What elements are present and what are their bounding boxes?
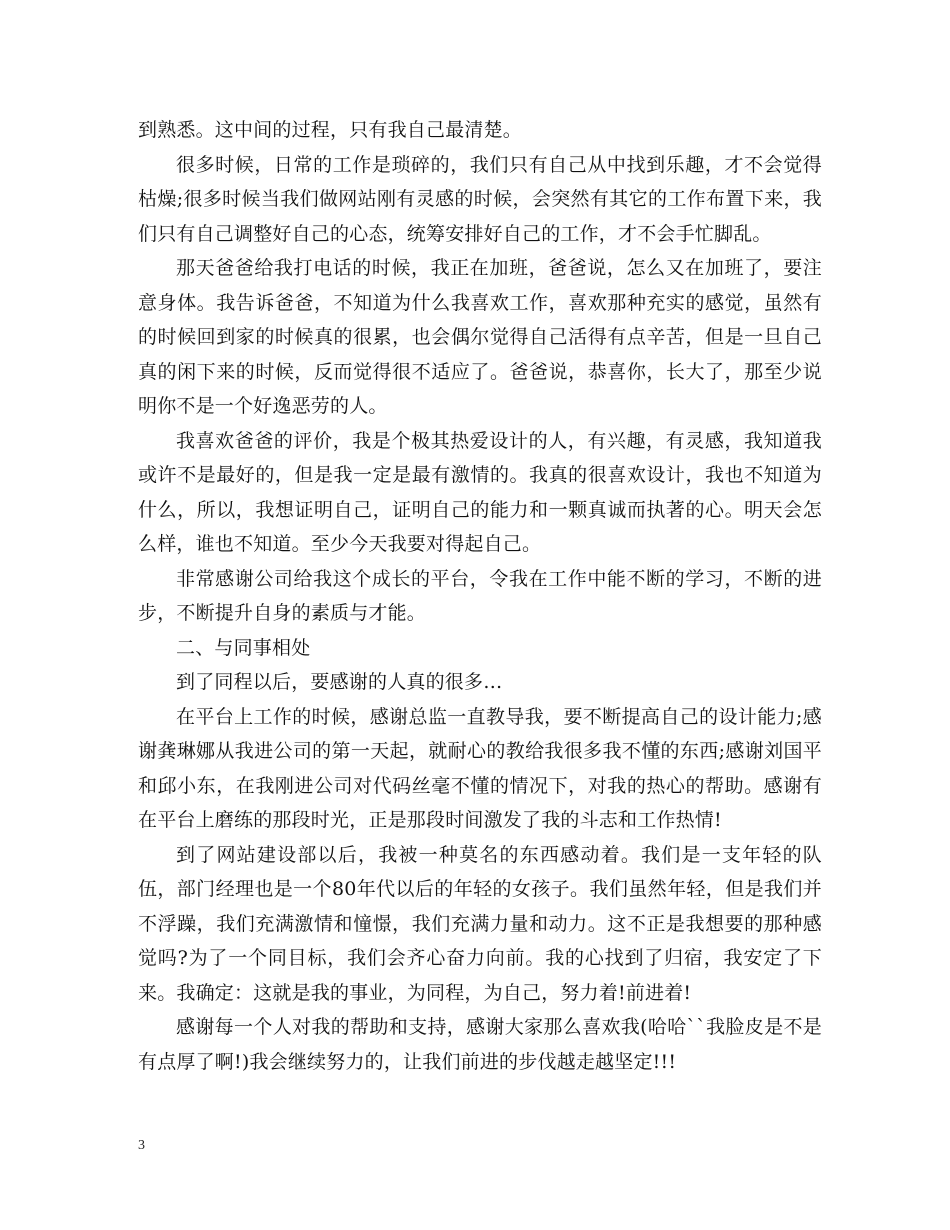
paragraph: 在平台上工作的时候，感谢总监一直教导我，要不断提高自己的设计能力;感谢龚琳娜从我进公司的第一天起，就耐心的教给我很多我不懂的东西;感谢刘国平和邱小东，在我刚进公司对代码丝毫不懂的情况下，对我的热心的帮助。感谢有在平台上磨练的那段时光，正是那段时间激发了我的斗志和工作热情! — [138, 705, 822, 831]
paragraph: 我喜欢爸爸的评价，我是个极其热爱设计的人，有兴趣，有灵感，我知道我或许不是最好的，但是我一定是最有激情的。我真的很喜欢设计，我也不知道为什么，所以，我想证明自己，证明自己的能力和一颗真诚而执著的心。明天会怎么样，谁也不知道。至少今天我要对得起自己。 — [138, 429, 822, 555]
paragraph: 感谢每一个人对我的帮助和支持，感谢大家那么喜欢我(哈哈``我脸皮是不是有点厚了啊!)我会继续努力的，让我们前进的步伐越走越坚定!!! — [138, 1016, 822, 1073]
paragraph: 那天爸爸给我打电话的时候，我正在加班，爸爸说，怎么又在加班了，要注意身体。我告诉爸爸，不知道为什么我喜欢工作，喜欢那种充实的感觉，虽然有的时候回到家的时候真的很累，也会偶尔觉得自己活得有点辛苦，但是一旦自己真的闲下来的时候，反而觉得很不适应了。爸爸说，恭喜你，长大了，那至少说明你不是一个好逸恶劳的人。 — [138, 257, 822, 417]
paragraph: 很多时候，日常的工作是琐碎的，我们只有自己从中找到乐趣，才不会觉得枯燥;很多时候当我们做网站刚有灵感的时候，会突然有其它的工作布置下来，我们只有自己调整好自己的心态，统筹安排好自己的工作，才不会手忙脚乱。 — [138, 153, 822, 245]
paragraph: 非常感谢公司给我这个成长的平台，令我在工作中能不断的学习，不断的进步，不断提升自身的素质与才能。 — [138, 567, 822, 624]
paragraph: 到了同程以后，要感谢的人真的很多… — [176, 671, 503, 693]
paragraph: 到了网站建设部以后，我被一种莫名的东西感动着。我们是一支年轻的队伍，部门经理也是一个80年代以后的年轻的女孩子。我们虽然年轻，但是我们并不浮躁，我们充满激情和憧憬，我们充满力量和动力。这不正是我想要的那种感觉吗?为了一个同目标，我们会齐心奋力向前。我的心找到了归宿，我安定了下来。我确定：这就是我的事业，为同程，为自己，努力着!前进着! — [138, 843, 822, 1004]
page-number: 3 — [138, 1138, 145, 1153]
paragraph: 到熟悉。这中间的过程，只有我自己最清楚。 — [138, 119, 523, 141]
document-body — [138, 113, 822, 1079]
section-heading: 二、与同事相处 — [176, 636, 311, 659]
